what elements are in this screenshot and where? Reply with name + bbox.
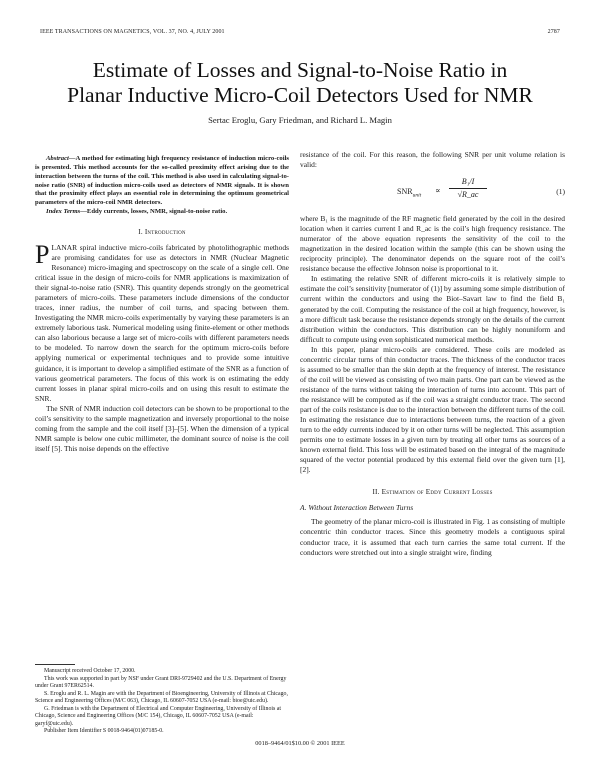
title-line-1: Estimate of Losses and Signal-to-Noise Ratio in [92,58,508,82]
running-head [40,29,560,39]
proportional-symbol: ∝ [435,186,441,196]
abstract [35,155,289,208]
drop-cap: P [35,239,50,269]
estimating-paragraph: In estimating the relative SNR of different micro-coils it is relatively simple to estimate the coil’s sensitivity [numerator of (1)] by assuming some simple distribution of current within the conductors and using the Biot–Savart law to find the field B₁ generated by the coil. Computing the resistance of the coil at high frequency, however, is a more difficult task because the resistance depends strongly on the details of the current distribution within the conductors. This distribution can be highly nonuniform and difficult to compute using even sophisticated numerical methods. [300,274,565,344]
intro-paragraph-2: The SNR of NMR induction coil detectors can be shown to be proportional to the coil’s sensitivity to the sample magnetization and inversely proportional to the noise coming from the sample and the coil itself [3]–[5]. When the dimension of a typical NMR sample is below one cubic millimeter, the dominant source of noise is the coil itself [5]. This noise depends on the effective [35,403,289,453]
intro-paragraph-1-text: LANAR spiral inductive micro-coils fabricated by photolithographic methods are promising candidates for use as detectors in NMR (Nuclear Magnetic Resonance) micro-imaging and spectroscopy on the scale of a single cell. One critical issue in the design of micro-coils for NMR applications is maximization of their signal-to-noise ratio (SNR). This quantity depends strongly on the geometrical parameters of micro-coils. These parameters include dimensions of the conductor traces, inner radius, the number of coil turns, and spacing between them. Investigating the NMR micro-coils experimentally by varying these parameters is an extremely laborious task. Numerical modeling using finite-element or other methods can also laborious because a large set of micro-coils with different parameters needs to be modeled. To narrow down the search for the optimum micro-coils before applying numerical or experimental techniques and to provide some intuitive guidance, it is important to develop a simplified estimate of the SNR as a function of various geometrical parameters. The focus of this work is on estimating the eddy current losses in planar spiral micro-coils and on using this result to estimate the SNR. [35,242,289,403]
journal-citation: IEEE TRANSACTIONS ON MAGNETICS, VOL. 37, NO. 4, JULY 2001 [40,29,225,35]
paper-title [30,58,570,108]
section-heading-introduction: I. Introduction [138,227,186,236]
index-terms-label: Index Terms— [46,208,87,216]
copyright-footer: 0018–9464/01$10.00 © 2001 IEEE [255,740,345,747]
this-paper-paragraph: In this paper, planar micro-coils are considered. These coils are modeled as concentric circular turns of thin conductor traces. The thickness of the conductor traces is assumed to be smaller than the skin depth at the frequency of interest. The resistance of the coil will be viewed as consisting of two main parts. One part can be viewed as the resistance of the turns without taking the interaction of turns into account. This part of the resistance will be computed as if the coil was a straight conductor trace. The second part of the coils resistance is due to the interaction between the different turns of the coil. In estimating the resistance due to interactions between turns, the reaction of a given turn to the eddy currents induced by it on other turns will be neglected. This assumption permits one to estimate losses in a given turn by treating all other turns as sources of a known external field. This loss will be estimated based on the integral of the magnitude squared of the vector potential produced by this external field over the given turn [1], [2]. [300,344,565,475]
section-heading-eddy-losses: II. Estimation of Eddy Current Losses [372,488,493,497]
equation-numerator: B₁/I [449,177,487,189]
continued-paragraph: resistance of the coil. For this reason, the following SNR per unit volume relation is valid: [300,150,565,170]
equation-lhs-symbol: SNR [397,187,413,197]
author-list: Sertac Eroglu, Gary Friedman, and Richard L. Magin [208,115,392,125]
footnotes [35,664,289,736]
footnote-received: Manuscript received October 17, 2000. [44,668,136,674]
footnote-eroglu: S. Eroglu and R. L. Magin are with the Department of Bioengineering, University of Illinois at Chicago, Science and Engineering Offices (M/C 063), Chicago, IL 60607-7052 USA (e-mail: bioe@uic.edu). [35,690,288,704]
where-paragraph: where B₁ is the magnitude of the RF magnetic field generated by the coil in the desired location when it carries current I and R_ac is the coil’s high frequency resistance. The numerator of the above equation represents the sensitivity of the coil to the magnetization in the desired location within the sample (this can be shown using the reciprocity principle). The denominator depends on the square root of the coil’s resistance because the effective Johnson noise is proportional to it. [300,214,565,274]
footnote-rule [35,664,75,665]
equation-lhs [397,187,421,201]
page-number: 2787 [547,29,560,35]
equation-number: (1) [556,187,565,197]
equation-lhs-subscript: unit [412,192,422,199]
equation-fraction [449,177,487,200]
footnote-support: This work was supported in part by NSF under Grant DRI-9729402 and the U.S. Department of Energy under Grant 97ER62514. [35,675,287,689]
intro-paragraph-1 [35,239,289,404]
index-terms [35,208,289,217]
title-line-2: Planar Inductive Micro-Coil Detectors Used for NMR [67,83,533,107]
geometry-paragraph: The geometry of the planar micro-coil is illustrated in Fig. 1 as consisting of multiple concentric thin conductor traces. Since this geometry models a contiguous spiral conductor trace, it is assumed that each turn carries the same total current. If the conductors were stretched out into a single straight wire, finding [300,517,565,557]
right-column [300,150,565,558]
equation-denominator: √R_ac [457,190,479,200]
abstract-label: Abstract— [46,155,76,162]
left-column [35,155,289,454]
subsection-heading: A. Without Interaction Between Turns [300,503,414,513]
footnote-friedman: G. Friedman is with the Department of Electrical and Computer Engineering, University of Illinois at Chicago, Science and Engineering Offices (M/C 154), Chicago, IL 60607-7052 USA (e-mail: garyf@uic.edu). [35,705,281,727]
equation-1 [300,173,565,211]
index-terms-text: Eddy currents, losses, NMR, signal-to-noise ratio. [86,208,228,216]
abstract-text: A method for estimating high frequency resistance of induction micro-coils is presented. This method accounts for the so-called proximity effect arising due to the interaction between the turns of the coil. This method is also used in calculating signal-to-noise ratio (SNR) of induction micro-coils used as detectors of NMR signals. It is shown that the proximity effect plays an essential role in determining the optimum geometrical parameters of the micro-coil NMR detectors. [35,155,289,207]
footnote-identifier: Publisher Item Identifier S 0018-9464(01)07185-0. [44,728,164,734]
